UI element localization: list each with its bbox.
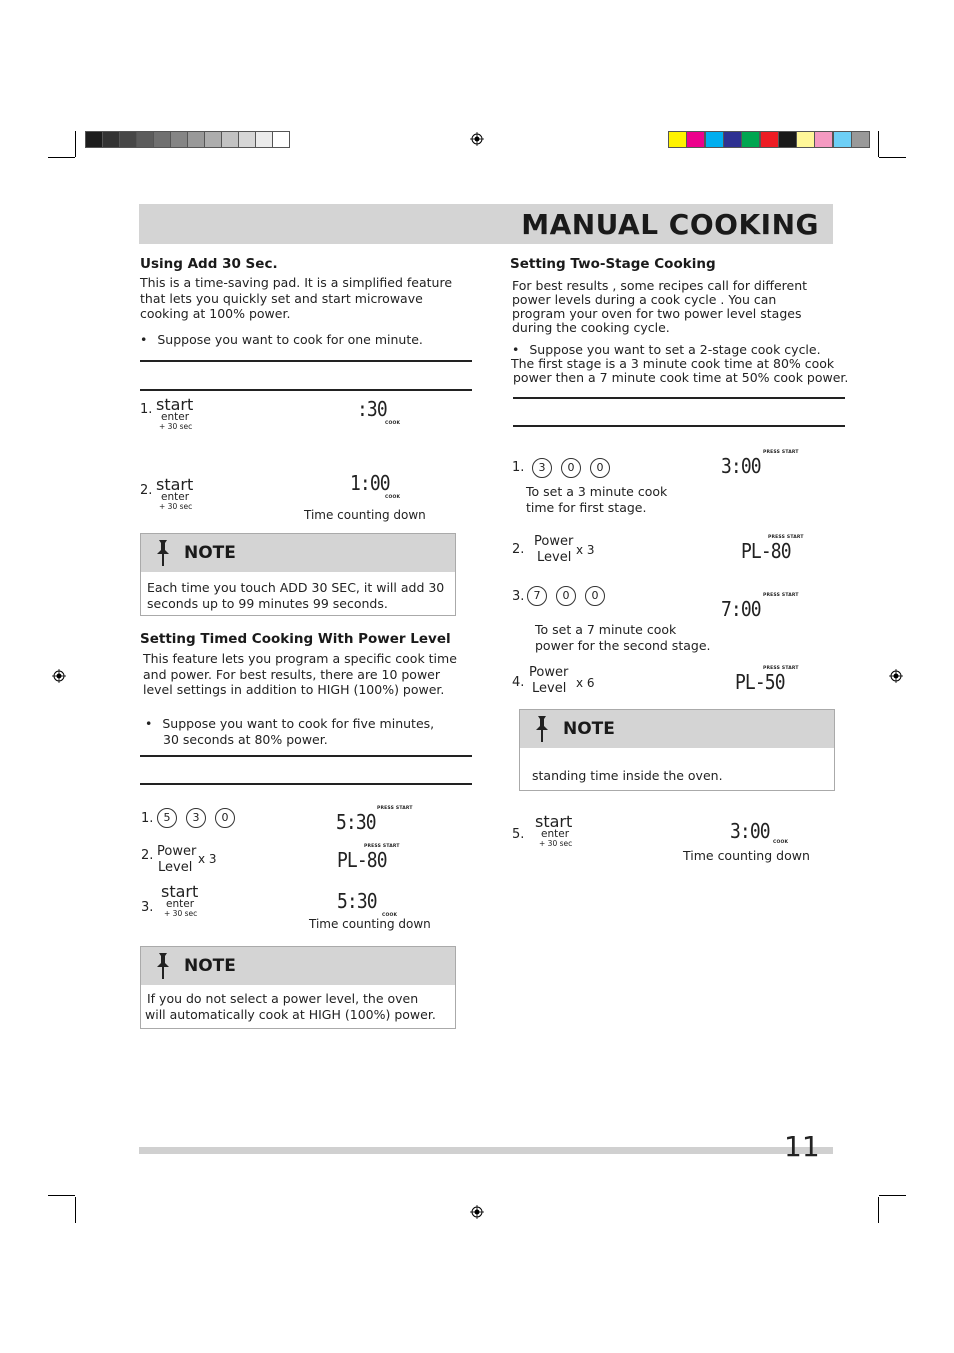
gray-swatch (187, 131, 205, 148)
step-number: 4. (512, 675, 525, 690)
note-box (519, 709, 835, 791)
color-swatch (778, 131, 797, 148)
key-sublabel: + 30 sec (159, 502, 193, 511)
step-caption: Time counting down (683, 848, 810, 863)
power-level-key (157, 844, 196, 876)
number-key: 5 (157, 808, 177, 828)
display-indicator: PRESS START (377, 806, 413, 811)
registration-mark-icon (889, 669, 903, 683)
key-sublabel: enter (166, 898, 195, 910)
text-line: To set a 7 minute cook (535, 622, 677, 637)
text-line: This feature lets you program a specific cook time (143, 651, 457, 666)
power-level-key (534, 534, 573, 566)
note-label: NOTE (184, 543, 236, 563)
color-swatch (760, 131, 779, 148)
gray-swatch (255, 131, 273, 148)
key-sublabel: enter (541, 828, 570, 840)
start-key (535, 812, 572, 848)
text-line: For best results , some recipes call for different (512, 278, 808, 293)
color-swatch (796, 131, 815, 148)
key-sublabel: + 30 sec (164, 909, 198, 918)
text-line: and power. For best results, there are 10 power (143, 666, 441, 682)
color-swatch (668, 131, 687, 148)
note-box (140, 946, 456, 1029)
display-indicator: PRESS START (364, 844, 400, 849)
bullet-icon: • (140, 332, 148, 347)
gray-swatch (221, 131, 239, 148)
start-key (156, 475, 193, 511)
press-count: x 3 (576, 543, 595, 557)
step-number: 1. (141, 811, 154, 826)
gray-swatch (238, 131, 256, 148)
display-readout: 5:30 (336, 810, 376, 834)
page-number: 11 (784, 1130, 820, 1163)
step-caption: Time counting down (304, 508, 426, 522)
note-label: NOTE (184, 956, 236, 976)
gray-swatch (272, 131, 290, 148)
display-indicator: PRESS START (768, 535, 804, 540)
text-line: that lets you quickly set and start microwave (140, 290, 423, 306)
text-line: power levels during a cook cycle . You can (512, 292, 777, 307)
footer-bar (139, 1147, 833, 1154)
divider (140, 360, 472, 362)
bullet-text: The first stage is a 3 minute cook time at 80% cook (511, 356, 835, 371)
text-line: seconds up to 99 minutes 99 seconds. (147, 595, 388, 611)
note-text: standing time inside the oven. (532, 768, 723, 783)
display-indicator: PRESS START (763, 666, 799, 671)
gray-swatch (136, 131, 154, 148)
step-number: 2. (141, 848, 154, 863)
divider (140, 783, 472, 785)
display-readout: PL-50 (735, 670, 785, 694)
key-label: start (156, 475, 194, 494)
number-key: 0 (561, 458, 581, 478)
pushpin-icon (153, 539, 173, 567)
add30-bullet (140, 332, 423, 348)
display-indicator: COOK (382, 913, 398, 918)
text-line: power for the second stage. (535, 637, 711, 653)
bullet-icon: • (512, 342, 520, 357)
bullet-text: Suppose you want to cook for five minutes, (162, 716, 435, 731)
text-line: This is a time-saving pad. It is a simplified feature (140, 275, 453, 290)
key-label: Power (529, 665, 569, 680)
title-bar (139, 204, 833, 244)
color-swatch (814, 131, 833, 148)
text-line: during the cooking cycle. (512, 320, 670, 335)
text-line: will automatically cook at HIGH (100%) power. (145, 1006, 436, 1022)
number-key: 0 (590, 458, 610, 478)
start-key (156, 395, 193, 431)
timed-description (143, 651, 457, 698)
registration-mark-icon (52, 669, 66, 683)
key-label: start (535, 812, 573, 831)
display-indicator: COOK (385, 495, 401, 500)
display-readout: 3:00 (730, 819, 770, 843)
step-number: 2. (140, 483, 153, 498)
key-sublabel: enter (161, 411, 190, 423)
press-count: x 3 (198, 852, 217, 866)
key-label: Power (534, 534, 574, 549)
gray-swatch (119, 131, 137, 148)
bullet-icon: • (145, 716, 153, 731)
key-label: Level (532, 681, 567, 696)
text-line: Each time you touch ADD 30 SEC, it will add 30 (147, 580, 445, 595)
color-swatch (833, 131, 852, 148)
display-indicator: COOK (385, 421, 401, 426)
key-label: Power (157, 844, 197, 859)
display-readout: :30 (357, 397, 387, 421)
gray-swatch (153, 131, 171, 148)
step-number: 2. (512, 542, 525, 557)
step-number: 3. (141, 900, 154, 915)
bullet-text: 30 seconds at 80% power. (163, 731, 328, 747)
add30-heading: Using Add 30 Sec. (140, 256, 278, 272)
display-readout: 5:30 (337, 889, 377, 913)
note-header (520, 710, 834, 748)
gray-swatch (170, 131, 188, 148)
divider (140, 389, 472, 391)
note-text (141, 572, 455, 611)
text-line: program your oven for two power level stages (512, 306, 802, 321)
key-label: Level (537, 550, 572, 565)
twostage-bullet (512, 343, 848, 385)
step-number: 1. (140, 402, 153, 417)
page-title: MANUAL COOKING (521, 208, 819, 241)
display-indicator: PRESS START (763, 593, 799, 598)
display-indicator: PRESS START (763, 450, 799, 455)
display-readout: 1:00 (350, 471, 390, 495)
key-label: start (156, 395, 194, 414)
text-line: cooking at 100% power. (140, 306, 291, 321)
text-line: To set a 3 minute cook (526, 484, 668, 499)
timed-heading: Setting Timed Cooking With Power Level (140, 631, 451, 647)
step-caption: Time counting down (309, 917, 431, 931)
timed-bullet (145, 716, 434, 747)
color-swatch (723, 131, 742, 148)
key-sublabel: + 30 sec (539, 839, 573, 848)
twostage-heading: Setting Two-Stage Cooking (510, 256, 716, 272)
step-caption (526, 484, 667, 515)
key-sublabel: enter (161, 491, 190, 503)
key-label: Level (158, 860, 193, 875)
step-caption (535, 622, 710, 653)
note-text (141, 985, 455, 1022)
twostage-description (512, 279, 807, 335)
display-readout: 3:00 (721, 454, 761, 478)
step-number: 1. (512, 460, 525, 475)
number-key: 7 (527, 586, 547, 606)
divider (513, 425, 845, 427)
note-label: NOTE (563, 719, 615, 739)
start-key (161, 882, 198, 918)
number-key: 0 (215, 808, 235, 828)
display-indicator: COOK (773, 840, 789, 845)
bullet-text: Suppose you want to set a 2-stage cook cycle. (529, 342, 821, 357)
text-line: If you do not select a power level, the oven (147, 991, 419, 1006)
power-level-key (529, 665, 568, 697)
pushpin-icon (153, 952, 173, 980)
display-readout: 7:00 (721, 597, 761, 621)
gray-swatch (204, 131, 222, 148)
color-swatch (705, 131, 724, 148)
number-key: 3 (186, 808, 206, 828)
gray-swatch (85, 131, 103, 148)
press-count: x 6 (576, 676, 595, 690)
key-label: start (161, 882, 199, 901)
display-readout: PL-80 (741, 539, 791, 563)
color-swatch (741, 131, 760, 148)
registration-mark-icon (470, 1205, 484, 1219)
divider (513, 397, 845, 399)
number-key: 3 (532, 458, 552, 478)
gray-swatch (102, 131, 120, 148)
number-key: 0 (585, 586, 605, 606)
registration-mark-icon (470, 132, 484, 146)
divider (140, 755, 472, 757)
add30-description (140, 275, 452, 322)
color-swatch (851, 131, 870, 148)
text-line: level settings in addition to HIGH (100%) power. (143, 682, 445, 697)
step-number: 3. (512, 589, 525, 604)
text-line: time for first stage. (526, 499, 647, 515)
note-box (140, 533, 456, 616)
number-key: 0 (556, 586, 576, 606)
display-readout: PL-80 (337, 848, 387, 872)
bullet-text: power then a 7 minute cook time at 50% cook power. (513, 370, 849, 385)
pushpin-icon (532, 715, 552, 743)
note-header (141, 947, 455, 985)
bullet-text: Suppose you want to cook for one minute. (157, 332, 423, 347)
color-swatch (686, 131, 705, 148)
step-number: 5. (512, 827, 525, 842)
key-sublabel: + 30 sec (159, 422, 193, 431)
note-header (141, 534, 455, 572)
